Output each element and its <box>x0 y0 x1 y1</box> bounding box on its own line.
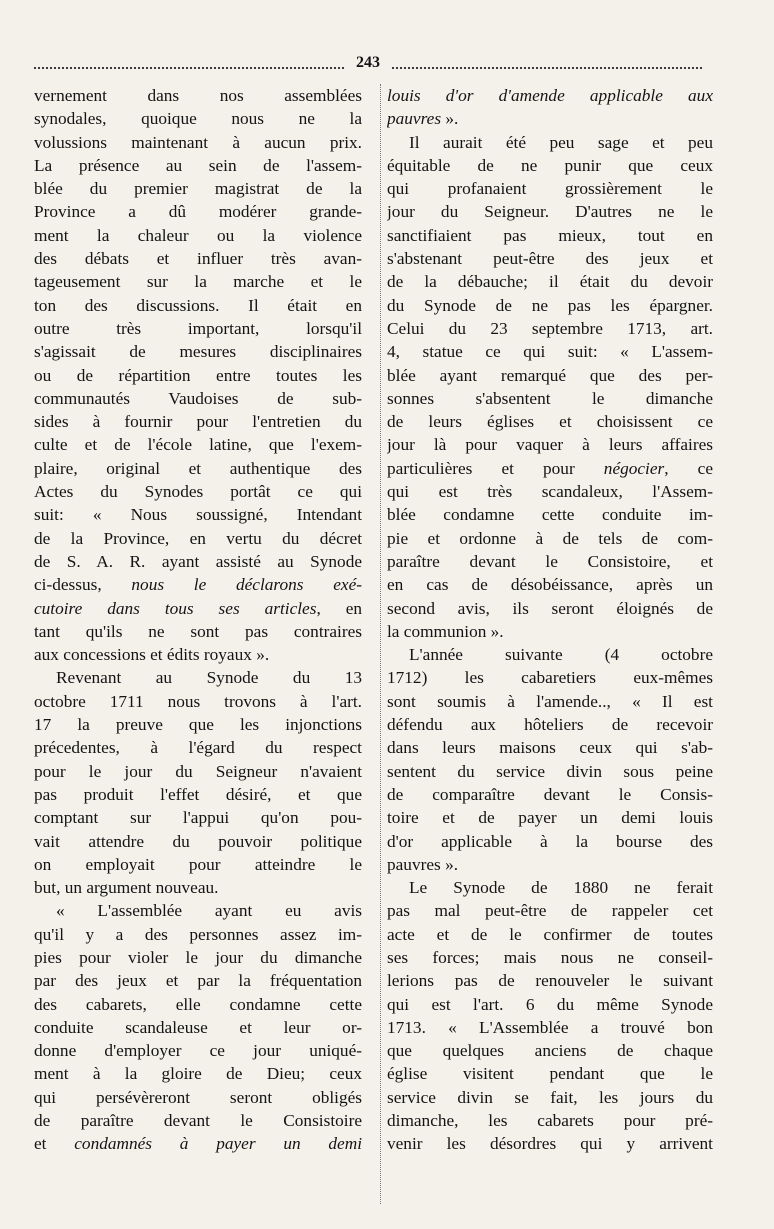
line-text: acte et de le confirmer de toutes <box>387 924 713 944</box>
line-text: Actes du Synodes portât ce qui <box>34 482 362 502</box>
text-line <box>34 690 362 713</box>
line-text: ci-dessus, <box>34 575 132 595</box>
text-line <box>387 410 713 433</box>
text-line <box>34 410 362 433</box>
line-text: et <box>34 1134 75 1154</box>
line-text: dans leurs maisons ceux qui s'ab- <box>387 738 713 758</box>
line-text: , ce <box>664 458 713 478</box>
text-line <box>34 84 362 107</box>
line-text: communautés Vaudoises de sub- <box>34 388 362 408</box>
italic-text: louis d'or d'amende applicable aux <box>387 86 713 105</box>
text-line <box>387 1086 713 1109</box>
line-text: Revenant au Synode du 13 <box>56 668 362 688</box>
text-line <box>387 387 713 410</box>
text-line <box>387 527 713 550</box>
line-text: pas mal peut-être de rappeler cet <box>387 901 713 921</box>
line-text: culte et de l'école latine, que l'exem- <box>34 435 362 455</box>
text-line <box>34 876 362 899</box>
text-line <box>34 480 362 503</box>
text-line <box>34 550 362 573</box>
text-line <box>387 480 713 503</box>
text-line <box>34 946 362 969</box>
text-line <box>34 666 362 689</box>
line-text: but, un argument nouveau. <box>34 878 219 898</box>
line-text: qui est l'art. 6 du même Synode <box>387 994 713 1014</box>
right-column <box>380 84 713 1204</box>
text-line <box>34 527 362 550</box>
text-line <box>34 433 362 456</box>
text-line <box>387 503 713 526</box>
italic-text: pauvres <box>387 109 442 129</box>
text-line <box>387 643 713 666</box>
line-text: vait attendre du pouvoir politique <box>34 831 362 851</box>
italic-text: cutoire dans tous ses articles <box>34 598 317 618</box>
text-line <box>34 247 362 270</box>
line-text: tant qu'ils ne sont pas contraires <box>34 621 362 641</box>
line-text: précedentes, à l'égard du respect <box>34 738 362 758</box>
text-line <box>387 620 713 643</box>
text-line <box>34 1062 362 1085</box>
line-text: qui profanaient grossièrement le <box>387 179 713 199</box>
text-line <box>387 923 713 946</box>
line-text: qui est très scandaleux, l'Assem- <box>387 482 713 502</box>
text-line <box>387 433 713 456</box>
line-text: lerions pas de renouveler le suivant <box>387 971 713 991</box>
line-text: pie et ordonne à de tels de com- <box>387 528 713 548</box>
line-text: église visitent pendant que le <box>387 1064 713 1084</box>
line-text: pauvres ». <box>387 854 459 874</box>
line-text: de paraître devant le Consistoire <box>34 1111 362 1131</box>
text-line <box>387 1132 713 1155</box>
text-line <box>34 200 362 223</box>
line-text: venir les désordres qui y arrivent <box>387 1134 713 1154</box>
text-line <box>34 503 362 526</box>
left-column <box>34 84 362 1204</box>
text-line <box>34 597 362 620</box>
text-line <box>387 177 713 200</box>
text-line <box>34 923 362 946</box>
line-text: pies pour violer le jour du dimanche <box>34 947 362 967</box>
line-text: s'agissait de mesures disciplinaires <box>34 342 362 362</box>
text-line <box>34 760 362 783</box>
line-text: 1713. « L'Assemblée a trouvé bon <box>387 1017 713 1037</box>
text-line <box>387 899 713 922</box>
line-text: 1712) les cabaretiers eux-mêmes <box>387 668 713 688</box>
text-line <box>34 969 362 992</box>
line-text: d'or applicable à la bourse des <box>387 831 713 851</box>
line-text: qui persévèreront seront obligés <box>34 1087 362 1107</box>
text-line <box>34 270 362 293</box>
text-line <box>387 573 713 596</box>
text-line <box>34 1016 362 1039</box>
line-text: jour là pour vaquer à leurs affaires <box>387 435 713 455</box>
line-text: octobre 1711 nous trovons à l'art. <box>34 691 362 711</box>
text-line <box>34 131 362 154</box>
line-text: Province a dû modérer grande- <box>34 202 362 222</box>
text-line <box>387 597 713 620</box>
line-text: synodales, quoique nous ne la <box>34 109 362 129</box>
line-text: que quelques anciens de chaque <box>387 1041 713 1061</box>
text-line <box>34 457 362 480</box>
text-line <box>387 760 713 783</box>
text-line <box>34 224 362 247</box>
text-line <box>34 830 362 853</box>
text-line <box>387 457 713 480</box>
line-text: sanctifiaient pas mieux, tout en <box>387 225 713 245</box>
text-line <box>34 783 362 806</box>
line-text: blée condamne cette conduite im- <box>387 505 713 525</box>
italic-text: nous le déclarons exé- <box>131 575 362 595</box>
text-line <box>387 969 713 992</box>
line-text: pas produit l'effet désiré, et que <box>34 784 362 804</box>
line-text: s'abstenant peut-être des jeux et <box>387 249 713 269</box>
text-line <box>34 364 362 387</box>
text-line <box>387 317 713 340</box>
line-text: de leurs églises et choisissent ce <box>387 412 713 432</box>
line-text: Celui du 23 septembre 1713, art. <box>387 318 713 338</box>
text-line <box>387 200 713 223</box>
line-text: second avis, ils seront éloignés de <box>387 598 713 618</box>
line-text: plaire, original et authentique des <box>34 458 362 478</box>
line-text: conduite scandaleuse et leur or- <box>34 1017 362 1037</box>
line-text: qu'il y a des personnes assez im- <box>34 924 362 944</box>
text-line <box>387 107 713 130</box>
text-line <box>387 247 713 270</box>
line-text: des débats et influer très avan- <box>34 249 362 269</box>
line-text: blée ayant remarqué que des per- <box>387 365 713 385</box>
text-line <box>34 1086 362 1109</box>
line-text: blée du premier magistrat de la <box>34 179 362 199</box>
line-text: toire et de payer un demi louis <box>387 808 713 828</box>
line-text: vernement dans nos assemblées <box>34 86 362 105</box>
line-text: La présence au sein de l'assem- <box>34 155 362 175</box>
text-line <box>387 946 713 969</box>
line-text: dimanche, les cabarets pour pré- <box>387 1111 713 1131</box>
text-line <box>387 783 713 806</box>
page-number: 243 <box>356 54 380 71</box>
text-line <box>34 294 362 317</box>
text-line <box>34 317 362 340</box>
page-header <box>34 52 702 80</box>
line-text: de S. A. R. ayant assisté au Synode <box>34 551 362 571</box>
line-text: L'année suivante (4 octobre <box>409 645 713 665</box>
line-text: équitable de ne punir que ceux <box>387 155 713 175</box>
line-text: paraître devant le Consistoire, et <box>387 551 713 571</box>
text-line <box>387 713 713 736</box>
text-line <box>34 177 362 200</box>
text-line <box>387 224 713 247</box>
text-line <box>387 1039 713 1062</box>
text-line <box>34 1132 362 1155</box>
text-line <box>387 1016 713 1039</box>
text-line <box>34 853 362 876</box>
text-line <box>34 620 362 643</box>
line-text: 17 la preuve que les injonctions <box>34 715 362 735</box>
text-line <box>34 713 362 736</box>
line-text: ». <box>441 109 459 129</box>
line-text: sentent du service divin sous peine <box>387 761 713 781</box>
text-line <box>387 84 713 107</box>
line-text: on employait pour atteindre le <box>34 854 362 874</box>
line-text: « L'assemblée ayant eu avis <box>56 901 362 921</box>
text-line <box>34 993 362 1016</box>
text-line <box>34 387 362 410</box>
line-text: du Synode de ne pas les épargner. <box>387 295 713 315</box>
line-text: de la débauche; il était du devoir <box>387 272 713 292</box>
text-line <box>387 364 713 387</box>
line-text: , en <box>316 598 362 618</box>
line-text: ses forces; mais nous ne conseil- <box>387 947 713 967</box>
line-text: par des jeux et par la fréquentation <box>34 971 362 991</box>
line-text: comptant sur l'appui qu'on pou- <box>34 808 362 828</box>
text-line <box>34 107 362 130</box>
line-text: jour du Seigneur. D'autres ne le <box>387 202 713 222</box>
line-text: ment la chaleur ou la violence <box>34 225 362 245</box>
line-text: des cabarets, elle condamne cette <box>34 994 362 1014</box>
text-line <box>387 830 713 853</box>
line-text: sides à fournir pour l'entretien du <box>34 412 362 432</box>
text-line <box>34 340 362 363</box>
line-text: de comparaître devant le Consis- <box>387 784 713 804</box>
text-line <box>387 294 713 317</box>
line-text: 4, statue ce qui suit: « L'assem- <box>387 342 713 362</box>
line-text: aux concessions et édits royaux ». <box>34 645 270 665</box>
text-line <box>387 131 713 154</box>
line-text: de la Province, en vertu du décret <box>34 528 362 548</box>
line-text: défendu aux hôteliers de recevoir <box>387 715 713 735</box>
line-text: suit: « Nous soussigné, Intendant <box>34 505 362 525</box>
text-line <box>387 736 713 759</box>
line-text: sonnes s'absentent le dimanche <box>387 388 713 408</box>
text-line <box>34 806 362 829</box>
line-text: service divin se fait, les jours du <box>387 1087 713 1107</box>
text-line <box>387 993 713 1016</box>
line-text: ton des discussions. Il était en <box>34 295 362 315</box>
text-line <box>34 736 362 759</box>
text-line <box>387 666 713 689</box>
text-line <box>34 899 362 922</box>
line-text: particulières et pour <box>387 458 604 478</box>
line-text: la communion ». <box>387 621 504 641</box>
text-line <box>387 806 713 829</box>
italic-text: négocier <box>603 458 665 478</box>
line-text: ment à la gloire de Dieu; ceux <box>34 1064 362 1084</box>
text-line <box>34 573 362 596</box>
text-line <box>34 643 362 666</box>
line-text: outre très important, lorsqu'il <box>34 318 362 338</box>
text-line <box>387 340 713 363</box>
header-rule-right <box>392 67 702 69</box>
line-text: sont soumis à l'amende.., « Il est <box>387 691 713 711</box>
text-line <box>387 1109 713 1132</box>
line-text: ou de répartition entre toutes les <box>34 365 362 385</box>
text-line <box>34 1039 362 1062</box>
text-line <box>387 853 713 876</box>
text-line <box>34 154 362 177</box>
line-text: volussions maintenant à aucun prix. <box>34 132 362 152</box>
text-line <box>387 270 713 293</box>
line-text: Il aurait été peu sage et peu <box>409 132 713 152</box>
line-text: pour le jour du Seigneur n'avaient <box>34 761 362 781</box>
italic-text: condamnés à payer un demi <box>74 1134 362 1154</box>
text-line <box>387 876 713 899</box>
line-text: en cas de désobéissance, après un <box>387 575 713 595</box>
text-line <box>387 1062 713 1085</box>
text-line <box>34 1109 362 1132</box>
text-line <box>387 154 713 177</box>
line-text: donne d'employer ce jour uniqué- <box>34 1041 362 1061</box>
line-text: Le Synode de 1880 ne ferait <box>409 878 713 898</box>
text-line <box>387 550 713 573</box>
line-text: tageusement sur la marche et le <box>34 272 362 292</box>
text-line <box>387 690 713 713</box>
